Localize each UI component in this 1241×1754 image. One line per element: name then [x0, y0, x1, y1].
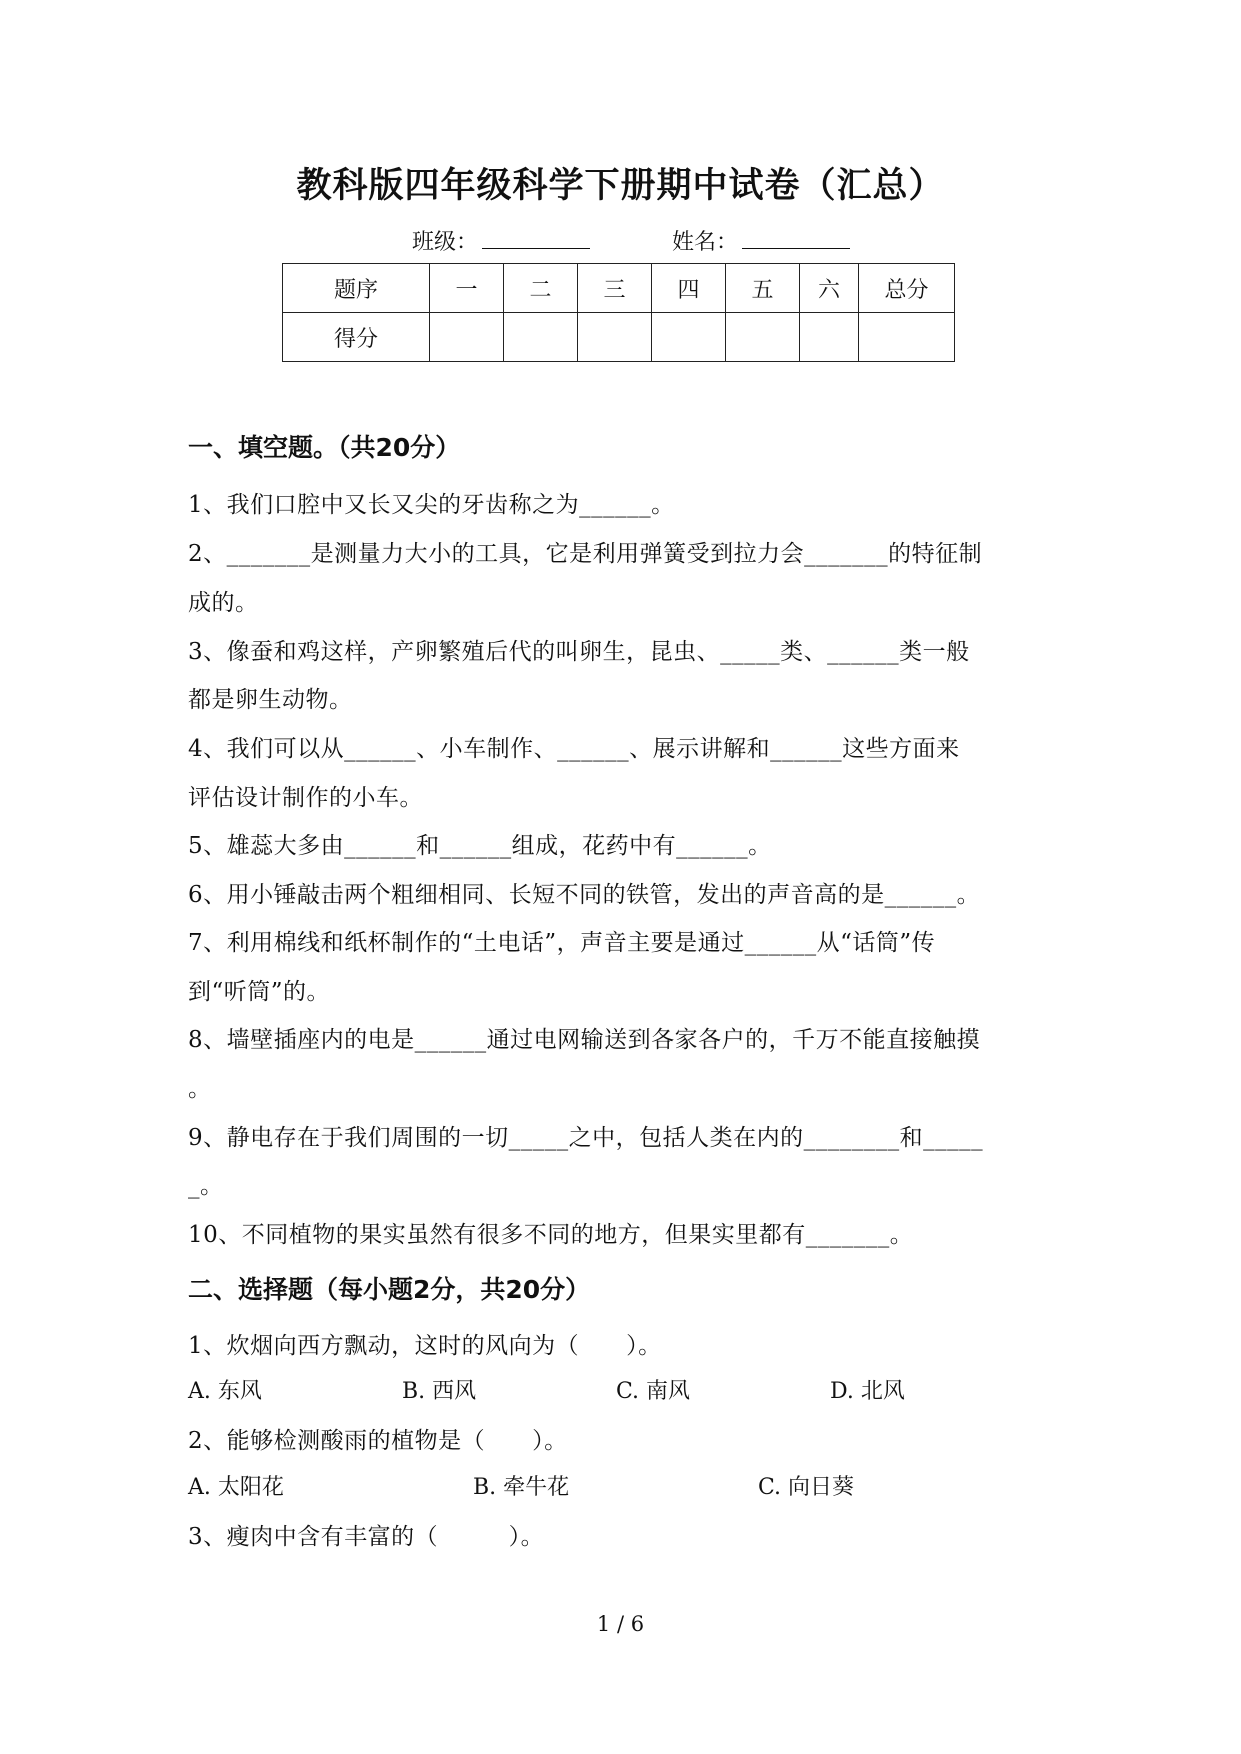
question-line: 6、用小锤敲击两个粗细相同、长短不同的铁管，发出的声音高的是______。: [188, 882, 981, 908]
question-line: 成的。: [188, 590, 259, 616]
score-table-header-cell: 六: [800, 264, 859, 313]
choice-option: D. 北风: [830, 1379, 905, 1404]
question-line: 5、雄蕊大多由______和______组成，花药中有______。: [188, 833, 772, 859]
choice-option: A. 东风: [188, 1379, 262, 1404]
score-table-header-cell: 二: [504, 264, 578, 313]
choice-option: B. 牵牛花: [473, 1475, 570, 1500]
question-line: 7、利用棉线和纸杯制作的“土电话”，声音主要是通过______从“话筒”传: [188, 930, 936, 956]
choice-question: 2、能够检测酸雨的植物是（ ）。: [188, 1428, 568, 1454]
score-cell: [652, 313, 726, 362]
section2-title: 二、选择题（每小题2分，共20分）: [188, 1275, 591, 1304]
choice-option: C. 向日葵: [758, 1475, 855, 1500]
question-line: 。: [188, 1076, 212, 1102]
question-line: 到“听筒”的。: [188, 979, 331, 1005]
score-cell: [800, 313, 859, 362]
choice-options: [188, 1470, 1148, 1500]
score-table-header-cell: 一: [430, 264, 504, 313]
score-table-header-cell: 题序: [283, 264, 430, 313]
score-table-header-cell: 四: [652, 264, 726, 313]
section1-title: 一、填空题。（共20分）: [188, 433, 461, 462]
choice-options: [188, 1374, 1148, 1404]
class-field: [412, 225, 590, 256]
question-line: 评估设计制作的小车。: [188, 785, 423, 811]
score-table-header-cell: 五: [726, 264, 800, 313]
question-line: 都是卵生动物。: [188, 687, 353, 713]
score-table-header-cell: 三: [578, 264, 652, 313]
question-line: 2、_______是测量力大小的工具，它是利用弹簧受到拉力会_______的特征制: [188, 541, 983, 567]
question-line: 8、墙壁插座内的电是______通过电网输送到各家各户的，千万不能直接触摸: [188, 1027, 981, 1053]
question-line: 9、静电存在于我们周围的一切_____之中，包括人类在内的________和_____: [188, 1125, 984, 1151]
score-cell: [726, 313, 800, 362]
question-line: 1、我们口腔中又长又尖的牙齿称之为______。: [188, 492, 675, 518]
choice-option: A. 太阳花: [188, 1475, 284, 1500]
class-label: 班级：: [412, 230, 479, 255]
score-cell: [578, 313, 652, 362]
page-number: 1 / 6: [596, 1612, 645, 1636]
class-blank: [482, 226, 590, 249]
choice-question: 3、瘦肉中含有丰富的（ ）。: [188, 1524, 545, 1550]
exam-title: 教科版四年级科学下册期中试卷（汇总）: [296, 166, 945, 206]
score-cell: [859, 313, 955, 362]
score-cell: [430, 313, 504, 362]
question-line: 10、不同植物的果实虽然有很多不同的地方，但果实里都有_______。: [188, 1222, 914, 1248]
question-line: 4、我们可以从______、小车制作、______、展示讲解和______这些方面来: [188, 736, 960, 762]
name-field: [672, 225, 850, 256]
score-table-header-cell: 总分: [859, 264, 955, 313]
score-cell: [504, 313, 578, 362]
score-table-header-row: [283, 264, 955, 313]
choice-option: C. 南风: [616, 1379, 691, 1404]
score-table: [282, 263, 955, 362]
name-label: 姓名：: [672, 230, 739, 255]
choice-question: 1、炊烟向西方飘动，这时的风向为（ ）。: [188, 1333, 662, 1359]
score-row-label: 得分: [283, 313, 430, 362]
choice-option: B. 西风: [402, 1379, 477, 1404]
name-blank: [742, 226, 850, 249]
question-line: _。: [188, 1173, 224, 1199]
score-table-score-row: [283, 313, 955, 362]
question-line: 3、像蚕和鸡这样，产卵繁殖后代的叫卵生，昆虫、_____类、______类一般: [188, 639, 970, 665]
